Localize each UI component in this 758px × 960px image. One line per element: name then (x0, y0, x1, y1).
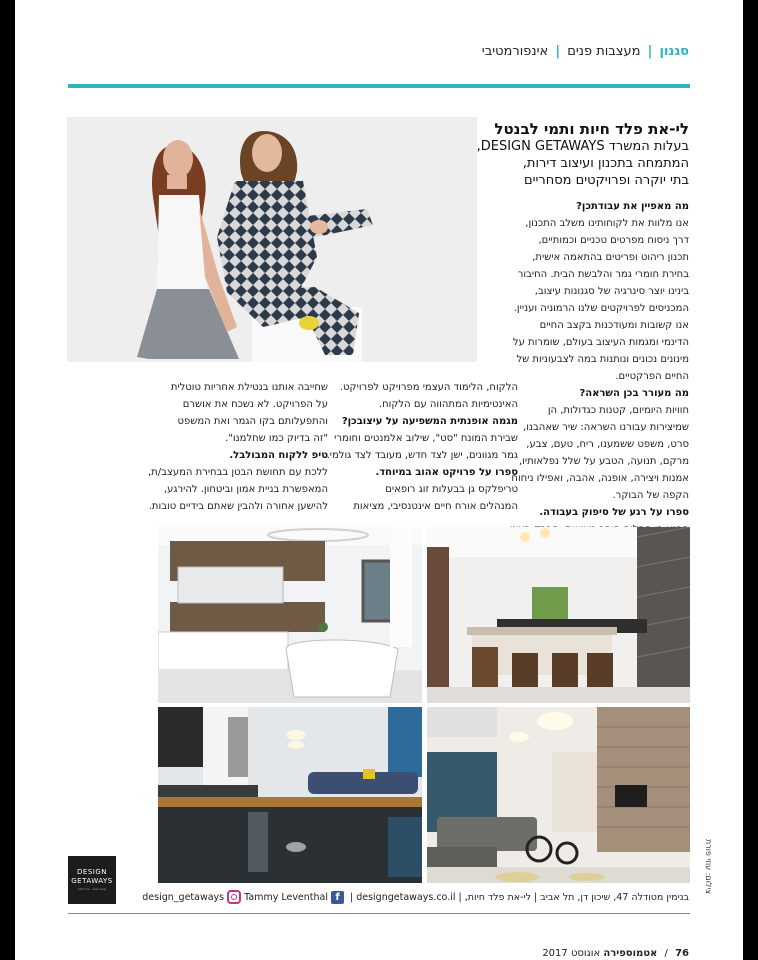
facebook-icon: f (331, 891, 344, 904)
body-text-line: הדינמי ומגמות העיצוב בעולם, שומרות על (512, 337, 689, 348)
body-text-line: שמיצירות עבורנו השראה: שיר שאהבנו, (523, 422, 689, 433)
body-text-line: מינונים נכונים ונותנות במה לצבעוניות של (516, 354, 689, 365)
body-text-line: המנהלים אורח חיים אינטנסיבי, מציאות (353, 501, 518, 512)
question-heading: ספרו על פרויקט אהוב במיוחד. (375, 467, 518, 478)
designer-title-block (476, 120, 689, 189)
body-text-line: אמנות ויצירה, אופנה, אהבה, ואפילו ניחוח (511, 473, 689, 484)
body-text-line: תכנון ריהוט ופריטים בהתאמה אישית, (532, 252, 689, 263)
portrait-illustration (67, 117, 477, 362)
section-type: אינפורמטיבי (481, 44, 549, 59)
body-text-line: מרקם, תנועה, הטבע על שלל נפלאותיו, (518, 456, 689, 467)
article-column-middle (318, 379, 518, 515)
footer-slash: / (664, 948, 668, 959)
subtitle-line: בעלות המשרד DESIGN GETAWAYS, (476, 139, 689, 154)
living-room-photo (427, 707, 690, 883)
body-text-line: החיים הפרקטיים. (615, 371, 689, 382)
living-room-illustration (427, 707, 690, 883)
instagram-icon (227, 890, 241, 904)
page-number: 76 (675, 948, 689, 959)
page-footer (542, 948, 689, 959)
facebook-handle[interactable]: Tammy Leventhal (244, 891, 329, 903)
body-text-line: הלקוח, הלימוד העצמי מפרויקט לפרויקט. (339, 382, 518, 393)
body-text-line: גמר מגוונים, ישן לצד חדש, מעובד לצד גולמי. (326, 450, 518, 461)
header-separator: | (647, 44, 653, 59)
header-rule (68, 84, 690, 88)
bathroom-illustration (158, 527, 422, 703)
body-text-line: אנו קשובות ומעודכנות בקצב החיים (539, 320, 689, 331)
designer-names: לי-את פלד חיות ותמי לבנטל (494, 120, 689, 138)
body-text-line: ללכת עם תחושת הבטן בבחירת המעצב/ת, (148, 467, 328, 478)
kitchen-photo (427, 527, 690, 703)
question-heading: מה מאפיין את עבודתכן? (576, 201, 689, 212)
issue-date: אוגוסט 2017 (542, 948, 601, 959)
body-text-line: סרט, משפט ששמענו, ריח, טעם, צבע, (526, 439, 689, 450)
body-text-line: חוויות היומיום, קטנות כגדולות, הן (547, 405, 689, 416)
article-column-left (128, 379, 328, 515)
photo-credit: צילום: עוזי פורת (704, 838, 713, 894)
body-text-line: על הפרויקט. לא נשכח את אושרם (182, 399, 328, 410)
section-name: מעצבות פנים (567, 44, 641, 59)
question-heading: ספרו על רגע של סיפוק בעבודה. (539, 507, 689, 518)
design-getaways-logo: DESIGN GETAWAYS עיצוב פנים · אדריכלות (68, 856, 116, 904)
footer-rule (68, 913, 690, 914)
body-text-line: טריפלקס גן בבעלות זוג רופאים (385, 484, 518, 495)
body-text-line: דרך ניסוח מפרטים טכניים וכמותיים, (538, 235, 689, 246)
body-text-line: המכניסים לפרויקטים שלנו הרמוניה ועניין. (513, 303, 689, 314)
question-heading: טיפ ללקוח המבולבל. (229, 450, 328, 461)
contact-line: בנימין מטודלה 47, שיכון דן, תל אביב | לי-את פלד חיות, | designgetaways.co.il | f Tammy Leventhal design_getaways (142, 891, 689, 903)
bathroom-photo (158, 527, 422, 703)
body-text-line: המאפשרת בניית אמון וביטחון. להירגע, (163, 484, 328, 495)
subtitle-line: בתי יוקרה ופרויקטים מסחריים (523, 173, 689, 188)
contact-address: בנימין מטודלה 47, שיכון דן, תל אביב (540, 891, 689, 903)
magazine-name: אטמוספירה (603, 948, 658, 959)
header-separator-2: | (555, 44, 561, 59)
section-header (482, 44, 689, 59)
question-heading: מה מעורר בכן השראה? (579, 388, 689, 399)
living-room-pool-illustration (158, 707, 422, 883)
subtitle-line: המתמחה בתכנון ועיצוב דירות, (522, 156, 689, 171)
contact-names: לי-את פלד חיות, (464, 891, 532, 903)
body-text-line: שבירת המונח "סט", שילוב אלמנטים וחומרי (334, 433, 518, 444)
body-text-line: אנו מלוות את לקוחותינו משלב התכנון, (525, 218, 689, 229)
body-text-line: האינטימיות המתהווה עם הלקוח. (378, 399, 518, 410)
living-room-pool-photo (158, 707, 422, 883)
body-text-line: בחירת חומרי גמר והלבשת הבית. החיבור (517, 269, 689, 280)
website-link[interactable]: designgetaways.co.il (356, 891, 456, 903)
body-text-line: הקפה של הבוקר. (612, 490, 689, 501)
magazine-page (15, 0, 743, 960)
body-text-line: והתפעלותם בקו הגמר ואת המשפט (177, 416, 328, 427)
body-text-line: להישען אחורה ולהבין שאתם בידיים טובות. (148, 501, 328, 512)
body-text-line: שחייבה אותנו בנטילת אחריות טוטלית (170, 382, 328, 393)
designers-portrait-photo (67, 117, 477, 362)
question-heading: מגמה אופנתית המשפיעה על עיצובכן? (341, 416, 518, 427)
instagram-handle[interactable]: design_getaways (142, 891, 225, 903)
kitchen-illustration (427, 527, 690, 703)
body-text-line: "זה בדיוק כמו שחלמנו". (225, 433, 328, 444)
body-text-line: בינינו יוצר סינרגיה של סגנונות עיצוב, (534, 286, 689, 297)
section-brand: סגנון (659, 44, 689, 59)
